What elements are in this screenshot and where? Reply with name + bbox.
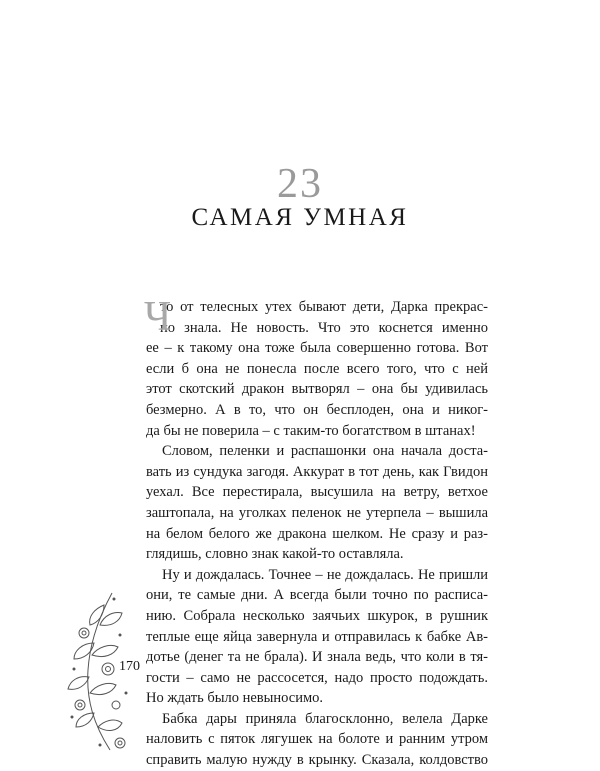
text-line: ее – к такому она тоже была совершенно готова. Вот — [146, 340, 488, 357]
text-line: Но ждать было невыносимо. — [146, 690, 324, 707]
text-line: на белом белого же дракона шелком. Не сразу и раз- — [146, 525, 488, 542]
text-line: но знала. Не новость. Что это коснется именно — [160, 319, 488, 336]
text-line: Словом, пеленки и распашонки она начала доста- — [162, 443, 488, 460]
text-line: нию. Собрала несколько заячьих шкурок, в рушник — [146, 607, 488, 624]
text-line: уехал. Все перестирала, высушила на ветру, ветхое — [146, 484, 488, 501]
body-text — [144, 294, 488, 771]
text-line: Ну и дождалась. Точнее – не дождалась. Не пришли — [162, 566, 488, 583]
text-line: Бабка дары приняла благосклонно, велела Дарке — [162, 710, 488, 727]
text-line: они, те самые дни. А всегда были точно по расписа- — [146, 587, 488, 604]
page-number: 170 — [119, 659, 140, 674]
text-line: этот скотский дракон вытворял – она бы удивилась — [146, 381, 488, 398]
text-line: гости – само не рассосется, надо просто подождать. — [146, 669, 488, 686]
text-line: если б она не понесла после всего того, что с ней — [146, 360, 488, 377]
chapter-number: 23 — [277, 161, 323, 207]
text-line: теплые еще яйца завернула и отправилась к бабке Ав- — [146, 628, 488, 645]
chapter-title: САМАЯ УМНАЯ — [191, 204, 409, 231]
text-line: дотье (денег та не брала). И знала ведь, что коли в тя- — [146, 649, 488, 666]
text-line: безмерно. А в то, что он бесплоден, она и никог- — [146, 401, 488, 418]
text-line: то от телесных утех бывают дети, Дарка прекрас- — [160, 299, 488, 315]
text-line: справить малую нужду в крынку. Сказала, колдовство — [146, 752, 488, 769]
drop-cap: Ч — [144, 294, 172, 340]
text-line: глядишь, словно знак какой-то оставляла. — [146, 546, 404, 563]
text-line: заштопала, на уголках пеленок не утерпела – вышила — [146, 504, 488, 521]
text-line: вать из сундука загодя. Аккурат в тот день, как Гвидон — [146, 463, 488, 480]
text-line: наловить с пяток лягушек на болоте и ранним утром — [146, 731, 488, 748]
text-line: да бы не поверила – с таким-то богатством в штанах! — [146, 422, 476, 439]
